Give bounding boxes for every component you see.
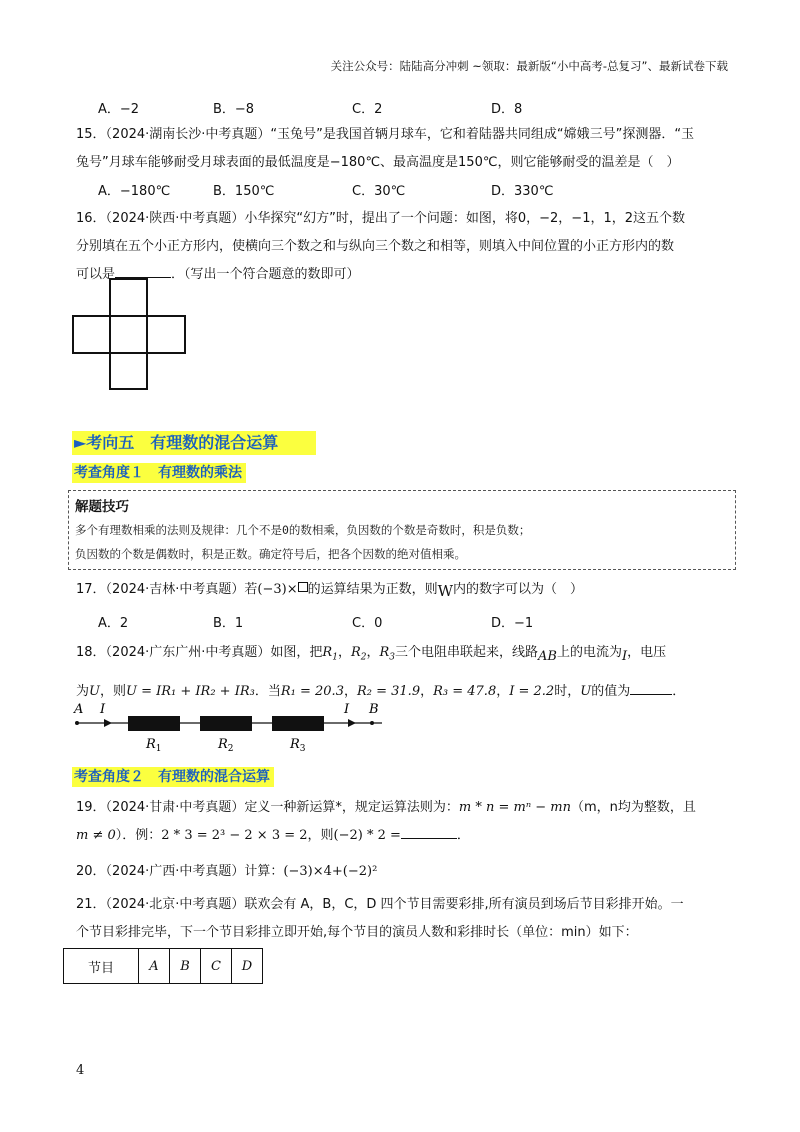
arrow-icon bbox=[348, 719, 356, 727]
square-right bbox=[147, 316, 185, 353]
table-header-cell: A bbox=[139, 949, 170, 984]
question-20: 20．（2024·广西·中考真题）计算：(−3)×4+(−2)² bbox=[76, 864, 378, 879]
tips-line-2: 负因数的个数是偶数时，积是正数。确定符号后，把各个因数的绝对值相乘。 bbox=[75, 547, 466, 561]
question-15 bbox=[76, 121, 736, 177]
table-header-cell: 节目 bbox=[64, 949, 139, 984]
arrow-icon bbox=[104, 719, 112, 727]
q18-line1: 18．（2024·广东广州·中考真题）如图，把$R_1$，$R_2$，$R_3$三个电阻串联起来，线路AB上的电流为I，电压 bbox=[76, 645, 667, 664]
tips-title: 解题技巧 bbox=[75, 499, 129, 515]
circuit-diagram bbox=[72, 700, 392, 756]
option-b[interactable]: B．−8 bbox=[213, 102, 255, 117]
question-18 bbox=[76, 636, 736, 709]
page-header: 关注公众号：陆陆高分冲刺 ~领取：最新版“小中高考-总复习”、最新试卷下载 bbox=[330, 59, 728, 73]
option-d[interactable]: D．330℃ bbox=[491, 184, 554, 199]
table-header-cell: B bbox=[170, 949, 201, 984]
tips-box bbox=[68, 490, 736, 570]
label-r1: $R_1$ bbox=[146, 737, 162, 754]
q15-options bbox=[98, 180, 658, 198]
option-a[interactable]: A．−2 bbox=[98, 102, 140, 117]
square-bottom bbox=[110, 353, 147, 389]
expression: (−3)×4+(−2)² bbox=[283, 864, 378, 879]
box-icon bbox=[298, 582, 308, 592]
option-c[interactable]: C．0 bbox=[352, 616, 383, 631]
question-16 bbox=[76, 205, 736, 289]
tips-line-1: 多个有理数相乘的法则及规律：几个不是0的数相乘，负因数的个数是奇数时，积是负数； bbox=[75, 523, 531, 537]
option-d[interactable]: D．−1 bbox=[491, 616, 534, 631]
square-top bbox=[110, 279, 147, 316]
q15-line1: 15．（2024·湖南长沙·中考真题）“玉兔号”是我国首辆月球车，它和着陆器共同组成“嫦娥三号”探测器．“玉 bbox=[76, 127, 695, 142]
answer-blank[interactable] bbox=[401, 824, 457, 839]
label-a: A bbox=[74, 702, 84, 717]
formula: U = IR₁ + IR₂ + IR₃ bbox=[126, 683, 255, 699]
table-header-cell: C bbox=[201, 949, 232, 984]
q16-line1: 16．（2024·陕西·中考真题）小华探究“幻方”时，提出了一个问题：如图，将0，−2，−1，1，2这五个数 bbox=[76, 211, 686, 226]
option-b[interactable]: B．150℃ bbox=[213, 184, 275, 199]
option-d[interactable]: D．8 bbox=[491, 102, 523, 117]
q16-line3: 可以是 ．（写出一个符合题意的数即可） bbox=[76, 261, 736, 289]
q19-line1: 19．（2024·甘肃·中考真题）定义一种新运算*，规定运算法则为：m * n = mⁿ − mn（m，n均为整数，且 bbox=[76, 800, 696, 815]
q21-line2: 个节目彩排完毕，下一个节目彩排立即开始,每个节目的演员人数和彩排时长（单位：min）如下： bbox=[76, 925, 638, 940]
answer-blank[interactable] bbox=[630, 680, 672, 695]
label-b: B bbox=[369, 702, 379, 717]
option-a[interactable]: A．2 bbox=[98, 616, 129, 631]
option-c[interactable]: C．30℃ bbox=[352, 184, 406, 199]
option-a[interactable]: A．−180℃ bbox=[98, 184, 171, 199]
square-center bbox=[110, 316, 147, 353]
q16-line2: 分别填在五个小正方形内，使横向三个数之和与纵向三个数之和相等，则填入中间位置的小正方形内的数 bbox=[76, 239, 675, 254]
answer-blank[interactable] bbox=[115, 263, 171, 278]
question-17: 17．（2024·吉林·中考真题）若(−3)× 的运算结果为正数，则W内的数字可以为（ ） bbox=[76, 582, 584, 600]
option-c[interactable]: C．2 bbox=[352, 102, 383, 117]
table-row bbox=[64, 949, 263, 984]
program-table bbox=[63, 948, 263, 984]
magic-square-figure bbox=[72, 278, 188, 390]
square-left bbox=[73, 316, 110, 353]
resistor-r1 bbox=[128, 716, 180, 731]
q19-line2: m ≠ 0）．例：2 * 3 = 2³ − 2 × 3 = 2，则(−2) * 2 = ． bbox=[76, 822, 736, 850]
label-i-left: I bbox=[100, 702, 106, 717]
resistor-r3 bbox=[272, 716, 324, 731]
option-b[interactable]: B．1 bbox=[213, 616, 244, 631]
page-number: 4 bbox=[76, 1063, 85, 1078]
q15-line2: 兔号”月球车能够耐受月球表面的最低温度是−180℃、最高温度是150℃，则它能够耐受的温差是（ ） bbox=[76, 155, 680, 170]
q18-line2: 为U，则U = IR₁ + IR₂ + IR₃．当R₁ = 20.3，R₂ = 31.9，R₃ = 47.8，I = 2.2时，U的值为 ． bbox=[76, 675, 736, 709]
q14-options bbox=[98, 98, 658, 116]
q21-line1: 21．（2024·北京·中考真题）联欢会有 A，B，C，D 四个节目需要彩排,所有演员到场后节目彩排开始。一 bbox=[76, 897, 684, 912]
q17-options bbox=[98, 612, 658, 630]
label-r2: $R_2$ bbox=[218, 737, 234, 754]
section-title: ►考向五 有理数的混合运算 bbox=[72, 431, 316, 455]
table-header-cell: D bbox=[232, 949, 263, 984]
question-21 bbox=[76, 891, 736, 947]
sub-title-2: 考查角度２ 有理数的混合运算 bbox=[72, 767, 274, 787]
resistor-r2 bbox=[200, 716, 252, 731]
sub-title-1: 考查角度１ 有理数的乘法 bbox=[72, 463, 246, 483]
label-i-right: I bbox=[344, 702, 350, 717]
question-19 bbox=[76, 794, 736, 850]
label-r3: $R_3$ bbox=[290, 737, 306, 754]
